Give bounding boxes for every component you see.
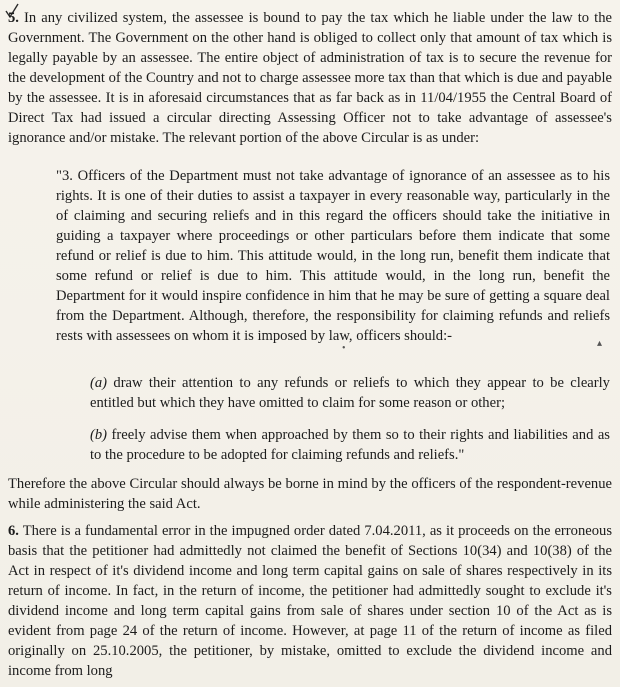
clause-a-text: draw their attention to any refunds or reliefs to which they appear to be clearly entitled but which they have omitted to claim for some reason or other; bbox=[90, 375, 610, 411]
paragraph-5-number: 5. bbox=[8, 10, 19, 26]
paragraph-6-number: 6. bbox=[8, 523, 19, 539]
paragraph-5 bbox=[8, 8, 612, 148]
circular-quote: "3. Officers of the Department must not take advantage of ignorance of an assessee as to his rights. It is one of their duties to assist a taxpayer in every reasonable way, particularly in the of claiming and securing reliefs and in this regard the officers should take the initiative in guiding a taxpayer where proceedings or other particulars before them indicate that some refund or relief is due to him. This attitude would, in the long run, benefit them indicate that some refund or relief is due to him. This attitude would, in the long run, benefit the Department for it would inspire confidence in him that he may be sure of getting a square deal from the Department. Although, therefore, the responsibility for claiming refunds and reliefs rests with assessees on whom it is imposed by law, officers should:- bbox=[56, 168, 610, 344]
stray-dot-mark: • bbox=[342, 343, 346, 354]
clause-a-label: (a) bbox=[90, 375, 108, 391]
clause-b-label: (b) bbox=[90, 427, 108, 443]
post-quote-paragraph: Therefore the above Circular should always be borne in mind by the officers of the respondent-revenue while administering the said Act. bbox=[8, 476, 612, 512]
paragraph-5-text: In any civilized system, the assessee is bound to pay the tax which he liable under the law to the Government. The Government on the other hand is obliged to collect only that amount of tax which is legally payable by an assessee. The entire object of administration of tax is to secure the revenue for the development of the Country and not to charge assessee more tax than that which is due and payable by the assessee. It is in aforesaid circumstances that as far back as in 11/04/1955 the Central Board of Direct Tax had issued a circular directing Assessing Officer not to take advantage of assessee's ignorance and/or mistake. The relevant portion of the above Circular is as under: bbox=[8, 10, 612, 146]
clause-b bbox=[90, 425, 610, 465]
clause-a bbox=[90, 373, 610, 413]
paragraph-6-text: There is a fundamental error in the impugned order dated 7.04.2011, as it proceeds on the erroneous basis that the petitioner had admittedly not claimed the benefit of Sections 10(34) and 10(38) of the Act in respect of it's dividend income and long term capital gains on sale of shares respectively in its return of income. In fact, in the return of income, the petitioner had admittedly sought to exclude it's dividend income and long term capital gains from sale of shares under section 10 of the Act as is evident from page 24 of the return of income. However, at page 11 of the return of income as filed originally on 25.10.2005, the petitioner, by mistake, omitted to exclude the dividend income and income from long bbox=[8, 523, 612, 679]
stray-caret-mark: ▴ bbox=[597, 338, 603, 349]
paragraph-6 bbox=[8, 521, 612, 681]
clause-b-text: freely advise them when approached by them so to their rights and liabilities and as to the procedure to be adopted for claiming refunds and reliefs." bbox=[90, 427, 610, 463]
